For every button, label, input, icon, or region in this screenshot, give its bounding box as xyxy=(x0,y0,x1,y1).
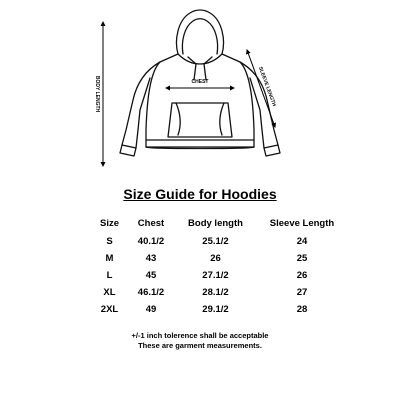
table-row xyxy=(91,267,347,284)
header-sleeve-length: Sleeve Length xyxy=(269,217,335,229)
cell-chest: 49 xyxy=(145,304,157,315)
cell-size: L xyxy=(106,270,113,281)
chest-label: CHEST xyxy=(191,79,209,85)
cell-chest: 40.1/2 xyxy=(137,236,165,247)
cell-body-length: 26 xyxy=(210,253,221,264)
header-size: Size xyxy=(99,217,119,229)
table-row xyxy=(91,301,347,318)
tolerance-note: +/-1 inch tolerence shall be acceptable xyxy=(131,331,269,340)
body-length-label: BODY LENGTH xyxy=(94,75,100,113)
measurement-note: These are garment measurements. xyxy=(138,341,262,350)
cell-chest: 43 xyxy=(145,253,157,264)
cell-sleeve-length: 27 xyxy=(296,287,308,298)
header-body-length: Body length xyxy=(188,217,243,229)
cell-body-length: 28.1/2 xyxy=(202,287,229,298)
cell-sleeve-length: 25 xyxy=(296,253,308,264)
header-chest: Chest xyxy=(137,217,165,229)
table-row xyxy=(91,284,347,301)
hoodie-diagram xyxy=(0,0,400,180)
cell-body-length: 27.1/2 xyxy=(202,270,229,281)
cell-size: XL xyxy=(103,287,116,298)
cell-chest: 45 xyxy=(145,270,157,281)
cell-size: M xyxy=(105,253,114,264)
cell-body-length: 29.1/2 xyxy=(202,304,229,315)
sleeve-length-label: SLEEVE LENGTH xyxy=(256,66,277,108)
cell-size: S xyxy=(106,236,113,247)
table-row xyxy=(91,250,347,267)
cell-chest: 46.1/2 xyxy=(137,287,165,298)
table-row xyxy=(91,233,347,250)
cell-sleeve-length: 26 xyxy=(296,270,308,281)
page-title: Size Guide for Hoodies xyxy=(123,186,277,202)
cell-size: 2XL xyxy=(100,304,119,315)
cell-sleeve-length: 24 xyxy=(296,236,308,247)
cell-sleeve-length: 28 xyxy=(296,304,308,315)
size-table xyxy=(91,213,347,318)
table-header-row xyxy=(91,213,347,233)
cell-body-length: 25.1/2 xyxy=(202,236,229,247)
